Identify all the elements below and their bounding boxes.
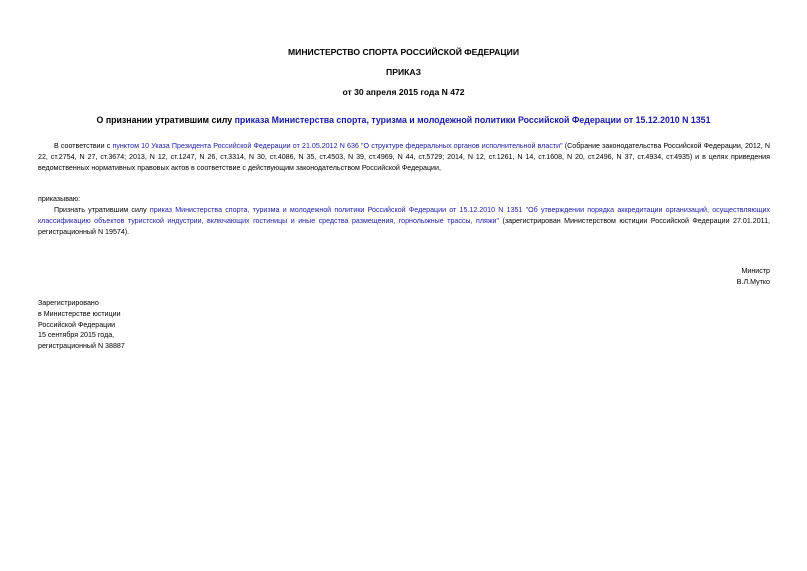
document-type: ПРИКАЗ (386, 67, 421, 77)
registration-line: в Министерстве юстиции (38, 309, 121, 318)
signature-block (600, 266, 770, 288)
basis-text-start: В соответствии с (54, 142, 113, 150)
order-text-start: Признать утратившим силу (54, 206, 150, 214)
basis-paragraph (38, 141, 770, 175)
document-date-number: от 30 апреля 2015 года N 472 (342, 87, 465, 97)
signature-name: В.Л.Мутко (736, 278, 770, 286)
order-link-1351[interactable]: приказ Министерства спорта, туризма и молодежной политики Российской Федерации от 15.12.2010 N 1351 "Об утверждении порядка аккредитации организаций, осуществляющих классификацию объектов туристской индустрии, включающих гостиницы и иные средства размещения, горнолыжные трассы, пляжи" (38, 206, 770, 226)
title-link-order-1351[interactable]: приказа Министерства спорта, туризма и молодежной политики Российской Федерации от 15.12.2010 N 1351 (234, 115, 711, 125)
signature-position: Министр (741, 267, 770, 275)
basis-text-rest: (Собрание законодательства Российской Федерации, 2012, N 22, ст.2754, N 27, ст.3674; 2013, N 12, ст.1247, N 26, ст.3314, N 30, ст.4086, N 35, ст.4503, N 39, ст.4969, N 44, ст.5729; 2014, N 12, ст.1261, N 14, ст.1608, N 20, ст.2496, N 37, ст.4934, ст.4935) и в целях приведения ведомственных нормативных правовых актов в соответствие с действующим законодательством Российской Федерации, (38, 142, 771, 173)
order-text-rest: (зарегистрирован Министерством юстиции Российской Федерации 27.01.2011, регистрационный N 19574). (38, 217, 770, 237)
registration-line: Зарегистрировано (38, 299, 99, 307)
document-title (0, 115, 807, 125)
ministry-name: МИНИСТЕРСТВО СПОРТА РОССИЙСКОЙ ФЕДЕРАЦИИ (287, 47, 519, 57)
registration-block (38, 298, 238, 352)
registration-line: Российской Федерации (38, 320, 116, 329)
basis-link-decree-636[interactable]: пунктом 10 Указа Президента Российской Федерации от 21.05.2012 N 636 "О структуре федеральных органов исполнительной власти" (112, 142, 563, 150)
order-word: приказываю: (38, 195, 81, 203)
registration-line: 15 сентября 2015 года, (38, 331, 115, 340)
order-paragraph (38, 205, 770, 239)
title-prefix: О признании утратившим силу (96, 115, 235, 125)
registration-line: регистрационный N 38887 (38, 342, 125, 351)
